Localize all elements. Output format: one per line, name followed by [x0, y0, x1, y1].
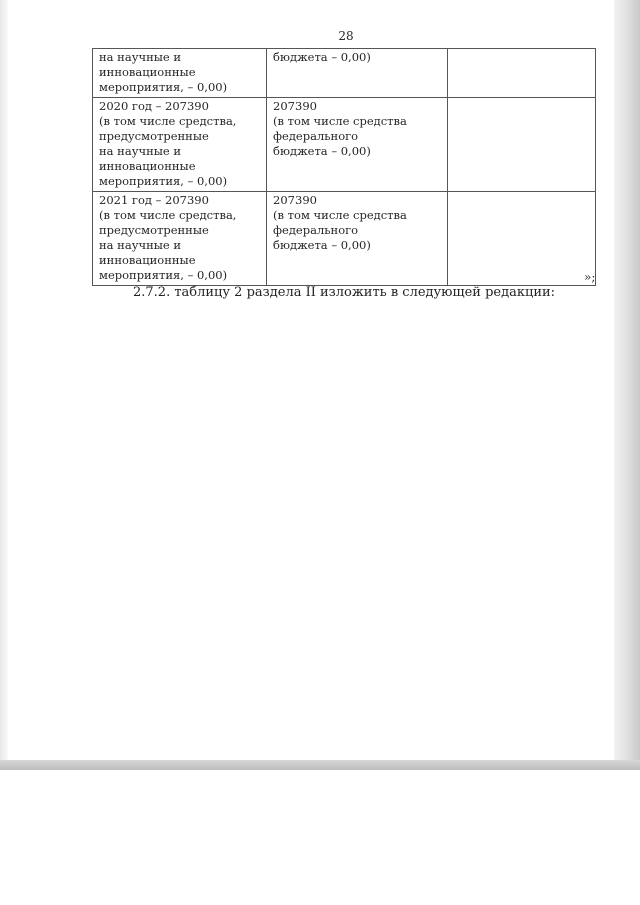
table-cell-empty [447, 49, 595, 98]
cell-line: федерального [273, 223, 359, 237]
table-cell-empty [447, 98, 595, 192]
cell-line: 2020 год – 207390 [99, 99, 209, 113]
sheet-shadow-right [614, 0, 640, 768]
page-number: 28 [338, 29, 354, 43]
cell-line: 2021 год – 207390 [99, 193, 209, 207]
cell-line: (в том числе средства [273, 208, 407, 222]
table-cell-amount [267, 98, 448, 192]
cell-line: (в том числе средства, [99, 208, 237, 222]
cell-line: инновационные [99, 65, 196, 79]
sheet-shadow-bottom [0, 760, 640, 770]
budget-table [92, 48, 596, 286]
cell-line: бюджета – 0,00) [273, 238, 371, 252]
cell-line: бюджета – 0,00) [273, 144, 371, 158]
cell-line: 207390 [273, 193, 317, 207]
cell-line: на научные и [99, 50, 182, 64]
sheet-edge [0, 0, 8, 760]
table-row [93, 192, 596, 286]
cell-line: 207390 [273, 99, 317, 113]
amendment-instruction: 2.7.2. таблицу 2 раздела II изложить в следующей редакции: [133, 285, 556, 300]
cell-line: мероприятия, – 0,00) [99, 174, 228, 188]
closing-quote: »; [584, 270, 596, 284]
table-cell-empty [447, 192, 595, 286]
table-row [93, 49, 596, 98]
cell-line: предусмотренные [99, 223, 209, 237]
cell-line: инновационные [99, 253, 196, 267]
cell-line: инновационные [99, 159, 196, 173]
table-cell-period [93, 49, 267, 98]
cell-line: (в том числе средства, [99, 114, 237, 128]
table-cell-amount [267, 192, 448, 286]
cell-line: бюджета – 0,00) [273, 50, 371, 64]
table-cell-period [93, 192, 267, 286]
cell-line: на научные и [99, 144, 182, 158]
cell-line: на научные и [99, 238, 182, 252]
cell-line: мероприятия, – 0,00) [99, 80, 228, 94]
table-row [93, 98, 596, 192]
cell-line: предусмотренные [99, 129, 209, 143]
table-cell-amount [267, 49, 448, 98]
cell-line: федерального [273, 129, 359, 143]
cell-line: мероприятия, – 0,00) [99, 268, 228, 282]
cell-line: (в том числе средства [273, 114, 407, 128]
table-cell-period [93, 98, 267, 192]
